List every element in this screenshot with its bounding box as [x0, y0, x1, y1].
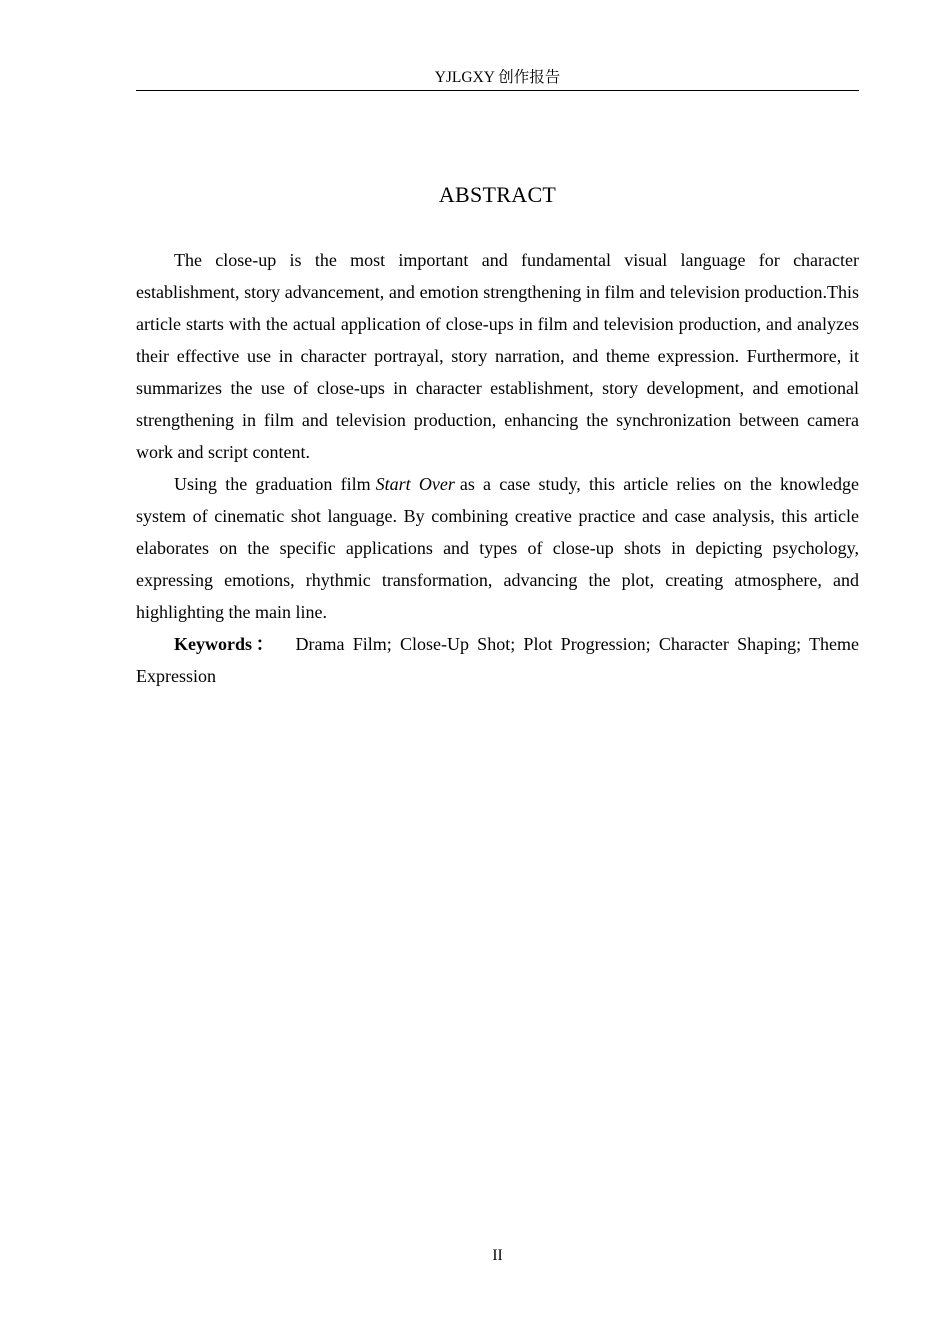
page-number: II: [492, 1247, 503, 1264]
keywords-colon: ：: [252, 634, 278, 654]
running-header: [136, 68, 859, 91]
keywords-text: Drama Film; Close-Up Shot; Plot Progression; Character Shaping; Theme Expression: [136, 634, 859, 686]
keywords-label: Keywords: [174, 634, 252, 654]
film-title: Start Over: [375, 474, 455, 494]
abstract-title: ABSTRACT: [438, 182, 557, 207]
keywords-line: [136, 628, 859, 692]
paragraph-2-body: as a case study, this article relies on the knowledge system of cinematic shot language. By combining creative practice and case analysis, this article elaborates on the specific applications and types of close-up shots in depicting psychology, expressing emotions, rhythmic transformation, advancing the plot, creating atmosphere, and highlighting the main line.: [136, 474, 860, 622]
abstract-body: [136, 244, 859, 692]
paragraph-2-intro: Using the graduation film: [174, 474, 371, 494]
abstract-paragraph-2: [136, 468, 859, 628]
running-header-title: YJLGXY 创作报告: [434, 69, 561, 86]
abstract-paragraph-1: The close-up is the most important and fundamental visual language for character establishment, story advancement, and emotion strengthening in film and television production.This article starts with the actual application of close-ups in film and television production, and analyzes their effective use in character portrayal, story narration, and theme expression. Furthermore, it summarizes the use of close-ups in character establishment, story development, and emotional strengthening in film and television production, enhancing the synchronization between camera work and script content.: [136, 250, 859, 462]
